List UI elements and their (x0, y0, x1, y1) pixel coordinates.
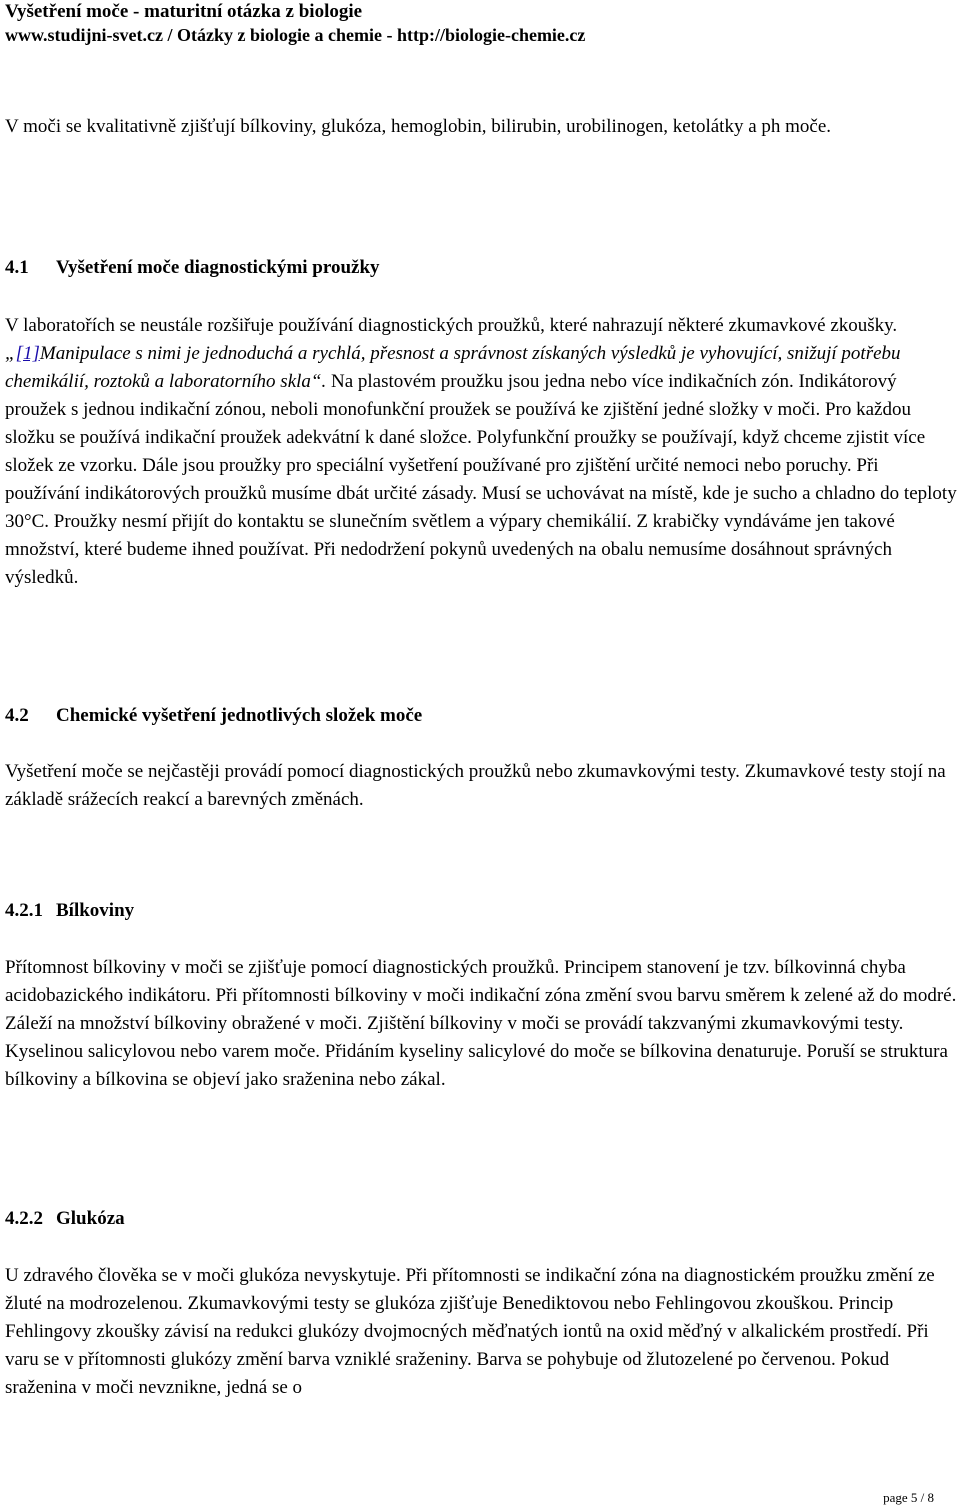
page-number: page 5 / 8 (883, 1490, 934, 1505)
heading-number: 4.2.1 (5, 900, 43, 921)
heading-title: Glukóza (56, 1208, 125, 1229)
heading-title: Vyšetření moče diagnostickými proužky (56, 257, 380, 278)
quoted-text: Manipulace s nimi je jednoduchá a rychlá, přesnost a správnost získaných výsledků je vyhovující, snižují potřebu chemikálií, roztoků a laboratorního skla“. (5, 343, 901, 392)
document-source: www.studijni-svet.cz / Otázky z biologie a chemie - http://biologie-chemie.cz (5, 25, 586, 45)
open-quote: „ (5, 343, 16, 364)
paragraph-4-2-1: Přítomnost bílkoviny v moči se zjišťuje pomocí diagnostických proužků. Principem stanovení je tzv. bílkovinná chyba acidobazického indikátoru. Při přítomnosti bílkoviny v moči indikační zóna změní svou barvu směrem k zelené až do modré. Záleží na množství bílkoviny obražené v moči. Zjištění bílkoviny v moči se provádí takzvanými zkumavkovými testy. Kyselinou salicylovou nebo varem moče. Přidáním kyseliny salicylové do moče se bílkovina denaturuje. Poruší se struktura bílkoviny a bílkovina se objeví jako sraženina nebo zákal. (5, 957, 957, 1090)
paragraph-4-1 (5, 312, 957, 592)
paragraph-4-2-2: U zdravého člověka se v moči glukóza nevyskytuje. Při přítomnosti se indikační zóna na diagnostickém proužku změní ze žluté na modrozelenou. Zkumavkovými testy se glukóza zjišťuje Benediktovou nebo Fehlingovou zkouškou. Princip Fehlingovy zkoušky závisí na redukci glukózy dvojmocných měďnatých iontů na oxid měďný v alkalickém prostředí. Při varu se v přítomnosti glukózy změní barva vzniklé sraženiny. Barva se pohybuje od žlutozelené po červenou. Pokud sraženina v moči nevznikne, jedná se o (5, 1265, 935, 1398)
heading-title: Chemické vyšetření jednotlivých složek moče (56, 705, 423, 726)
heading-number: 4.1 (5, 257, 29, 278)
citation-link[interactable]: [1] (15, 343, 40, 364)
heading-4-1 (5, 255, 380, 281)
heading-4-2-1 (5, 898, 134, 924)
paragraph-text: V laboratořích se neustále rozšiřuje používání diagnostických proužků, které nahrazují některé zkumavkové zkoušky. (5, 315, 898, 336)
document-header (5, 0, 955, 47)
heading-title: Bílkoviny (56, 900, 135, 921)
heading-number: 4.2 (5, 705, 29, 726)
paragraph-4-2: Vyšetření moče se nejčastěji provádí pomocí diagnostických proužků nebo zkumavkovými testy. Zkumavkové testy stojí na základě srážecích reakcí a barevných změnách. (5, 761, 946, 810)
paragraph-text-continued: Na plastovém proužku jsou jedna nebo více indikačních zón. Indikátorový proužek s jednou indikační zónou, neboli monofunkční proužek se používá ke zjištění jedné složky v moči. Pro každou složku se používá indikační proužek adekvátní k dané složce. Polyfunkční proužky se používají, když chceme zjistit více složek ze vzorku. Dále jsou proužky pro speciální vyšetření používané pro zjištění určité nemoci nebo poruchy. Při používání indikátorových proužků musíme dbát určité zásady. Musí se uchovávat na místě, kde je sucho a chladno do teploty 30°C. Proužky nesmí přijít do kontaktu se slunečním světlem a výpary chemikálií. Z krabičky vyndáváme jen takové množství, které budeme ihned používat. Při nedodržení pokynů uvedených na obalu nemusíme dosáhnout správných výsledků. (5, 371, 957, 588)
heading-number: 4.2.2 (5, 1208, 43, 1229)
document-title: Vyšetření moče - maturitní otázka z biologie (5, 1, 363, 22)
intro-paragraph: V moči se kvalitativně zjišťují bílkoviny, glukóza, hemoglobin, bilirubin, urobilinogen, ketolátky a ph moče. (5, 116, 832, 137)
heading-4-2 (5, 703, 422, 729)
heading-4-2-2 (5, 1206, 125, 1232)
